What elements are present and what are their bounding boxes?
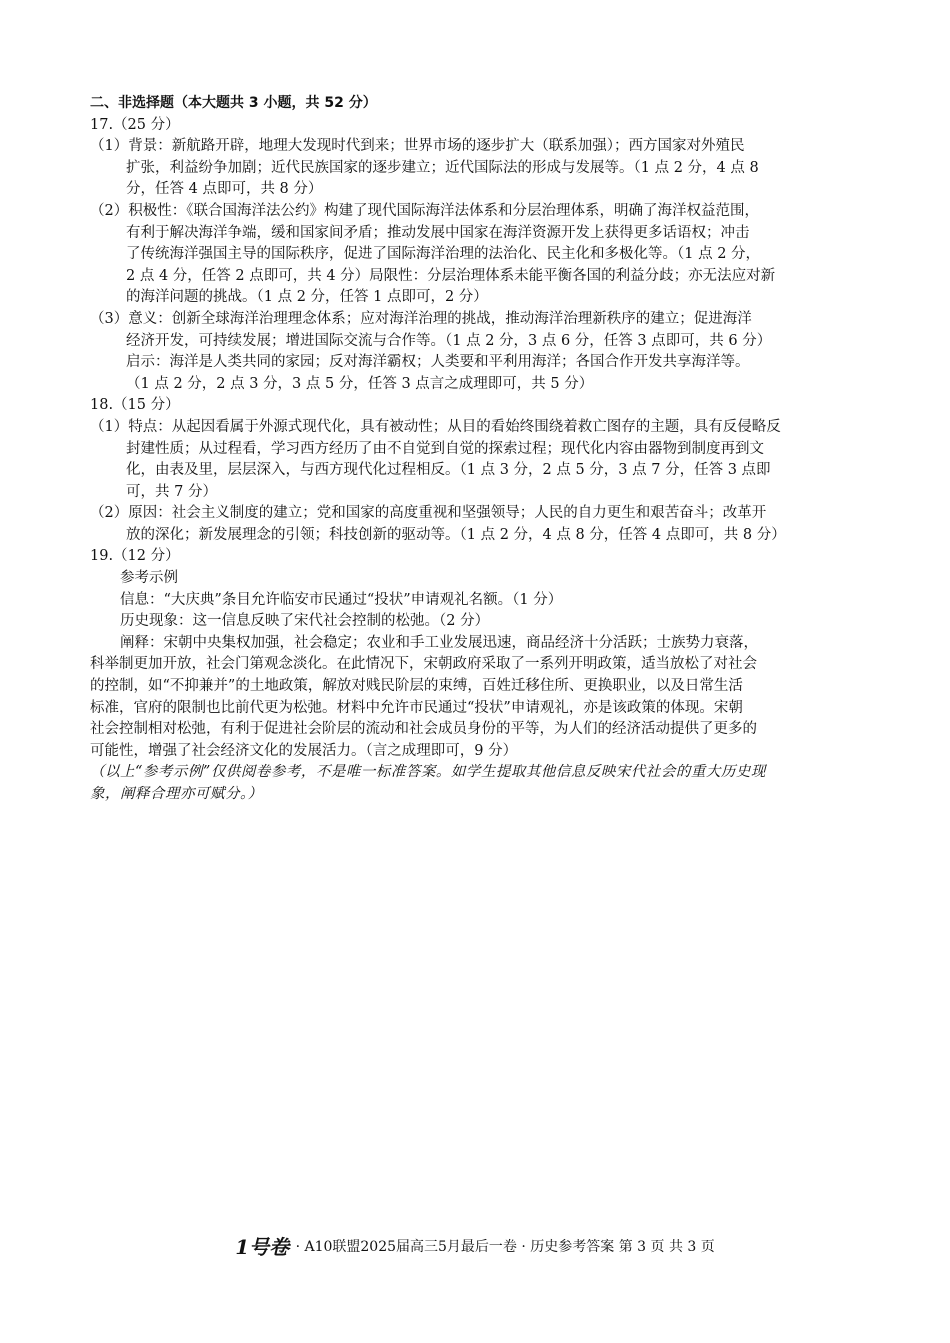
text-line: （2）积极性：《联合国海洋法公约》构建了现代国际海洋法体系和分层治理体系，明确了海洋权益范围， bbox=[90, 202, 759, 219]
text-line: （2）原因：社会主义制度的建立；党和国家的高度重视和坚强领导；人民的自力更生和艰苦奋斗；改革开 bbox=[90, 505, 767, 522]
text-line: 启示：海洋是人类共同的家园；反对海洋霸权；人类要和平利用海洋；各国合作开发共享海洋等。 bbox=[126, 354, 750, 371]
text-line: 了传统海洋强国主导的国际秩序，促进了国际海洋治理的法治化、民主化和多极化等。（1 点 2 分， bbox=[126, 246, 761, 263]
text-line: 扩张，利益纷争加剧；近代民族国家的逐步建立；近代国际法的形成与发展等。（1 点 2 分，4 点 8 bbox=[126, 159, 759, 176]
text-line: 象，阐释合理亦可赋分。） bbox=[90, 786, 263, 802]
text-line: 阐释：宋朝中央集权加强，社会稳定；农业和手工业发展迅速，商品经济十分活跃；士族势力衰落， bbox=[120, 634, 758, 651]
q18-part2 bbox=[90, 503, 865, 546]
text-line: 科举制更加开放，社会门第观念淡化。在此情况下，宋朝政府采取了一系列开明政策，适当放松了对社会 bbox=[90, 656, 757, 673]
q18-part1 bbox=[90, 417, 865, 503]
text-line: 分，任答 4 点即可，共 8 分） bbox=[126, 181, 323, 198]
text-line: 的控制，如“不抑兼并”的土地政策，解放对贱民阶层的束缚，百姓迁移住所、更换职业，以及日常生活 bbox=[90, 678, 743, 695]
q17-part3 bbox=[90, 309, 865, 395]
q17-title: 17.（25 分） bbox=[90, 116, 180, 133]
text-line: （1）特点：从起因看属于外源式现代化，具有被动性；从目的看始终围绕着救亡图存的主题，具有反侵略反 bbox=[90, 418, 781, 435]
text-line: 经济开发，可持续发展；增进国际交流与合作等。（1 点 2 分，3 点 6 分，任答 3 点即可，共 6 分） bbox=[126, 332, 772, 349]
q19-note bbox=[90, 762, 865, 805]
q19-info: 信息：“大庆典”条目允许临安市民通过“投状”申请观礼名额。（1 分） bbox=[120, 591, 563, 608]
text-line: （1）背景：新航路开辟，地理大发现时代到来；世界市场的逐步扩大（联系加强）；西方国家对外殖民 bbox=[90, 138, 745, 155]
q17-part2 bbox=[90, 201, 865, 309]
brand-logo: 1号卷 bbox=[235, 1235, 290, 1259]
text-line: （3）意义：创新全球海洋治理理念体系；应对海洋治理的挑战，推动海洋治理新秩序的建立；促进海洋 bbox=[90, 310, 752, 327]
q19-title: 19.（12 分） bbox=[90, 548, 180, 565]
q19-explanation bbox=[90, 633, 865, 763]
text-line: 的海洋问题的挑战。（1 点 2 分，任答 1 点即可，2 分） bbox=[126, 289, 488, 306]
text-line: （1 点 2 分，2 点 3 分，3 点 5 分，任答 3 点言之成理即可，共 5 分） bbox=[126, 375, 594, 392]
text-line: 封建性质；从过程看，学习西方经历了由不自觉到自觉的探索过程；现代化内容由器物到制度再到文 bbox=[126, 440, 764, 457]
text-line: 2 点 4 分，任答 2 点即可，共 4 分）局限性：分层治理体系未能平衡各国的利益分歧；亦无法应对新 bbox=[126, 267, 776, 284]
text-line: 可能性，增强了社会经济文化的发展活力。（言之成理即可，9 分） bbox=[90, 742, 518, 759]
q19-example-label: 参考示例 bbox=[120, 570, 178, 587]
q17-part1 bbox=[90, 136, 865, 201]
q18-title: 18.（15 分） bbox=[90, 397, 180, 414]
q19-phenomenon: 历史现象：这一信息反映了宋代社会控制的松弛。（2 分） bbox=[120, 613, 490, 630]
text-line: 可，共 7 分） bbox=[126, 483, 217, 500]
text-line: 化，由表及里，层层深入，与西方现代化过程相反。（1 点 3 分，2 点 5 分，3 点 7 分，任答 3 点即 bbox=[126, 462, 771, 479]
text-line: 社会控制相对松弛，有利于促进社会阶层的流动和社会成员身份的平等，为人们的经济活动提供了更多的 bbox=[90, 721, 757, 738]
footer-text: · A10联盟2025届高三5月最后一卷 · 历史参考答案 第 3 页 共 3 页 bbox=[295, 1239, 715, 1255]
section-heading: 二、非选择题（本大题共 3 小题，共 52 分） bbox=[90, 95, 377, 111]
answer-page bbox=[90, 93, 865, 806]
text-line: 标准，官府的限制也比前代更为松弛。材料中允许市民通过“投状”申请观礼，亦是该政策的体现。宋朝 bbox=[90, 699, 743, 716]
page-footer bbox=[0, 1236, 950, 1258]
text-line: 放的深化；新发展理念的引领；科技创新的驱动等。（1 点 2 分，4 点 8 分，任答 4 点即可，共 8 分） bbox=[126, 526, 786, 543]
text-line: 有利于解决海洋争端，缓和国家间矛盾；推动发展中国家在海洋资源开发上获得更多话语权；冲击 bbox=[126, 224, 750, 241]
text-line: （以上“参考示例”仅供阅卷参考，不是唯一标准答案。如学生提取其他信息反映宋代社会的重大历史现 bbox=[90, 764, 766, 781]
